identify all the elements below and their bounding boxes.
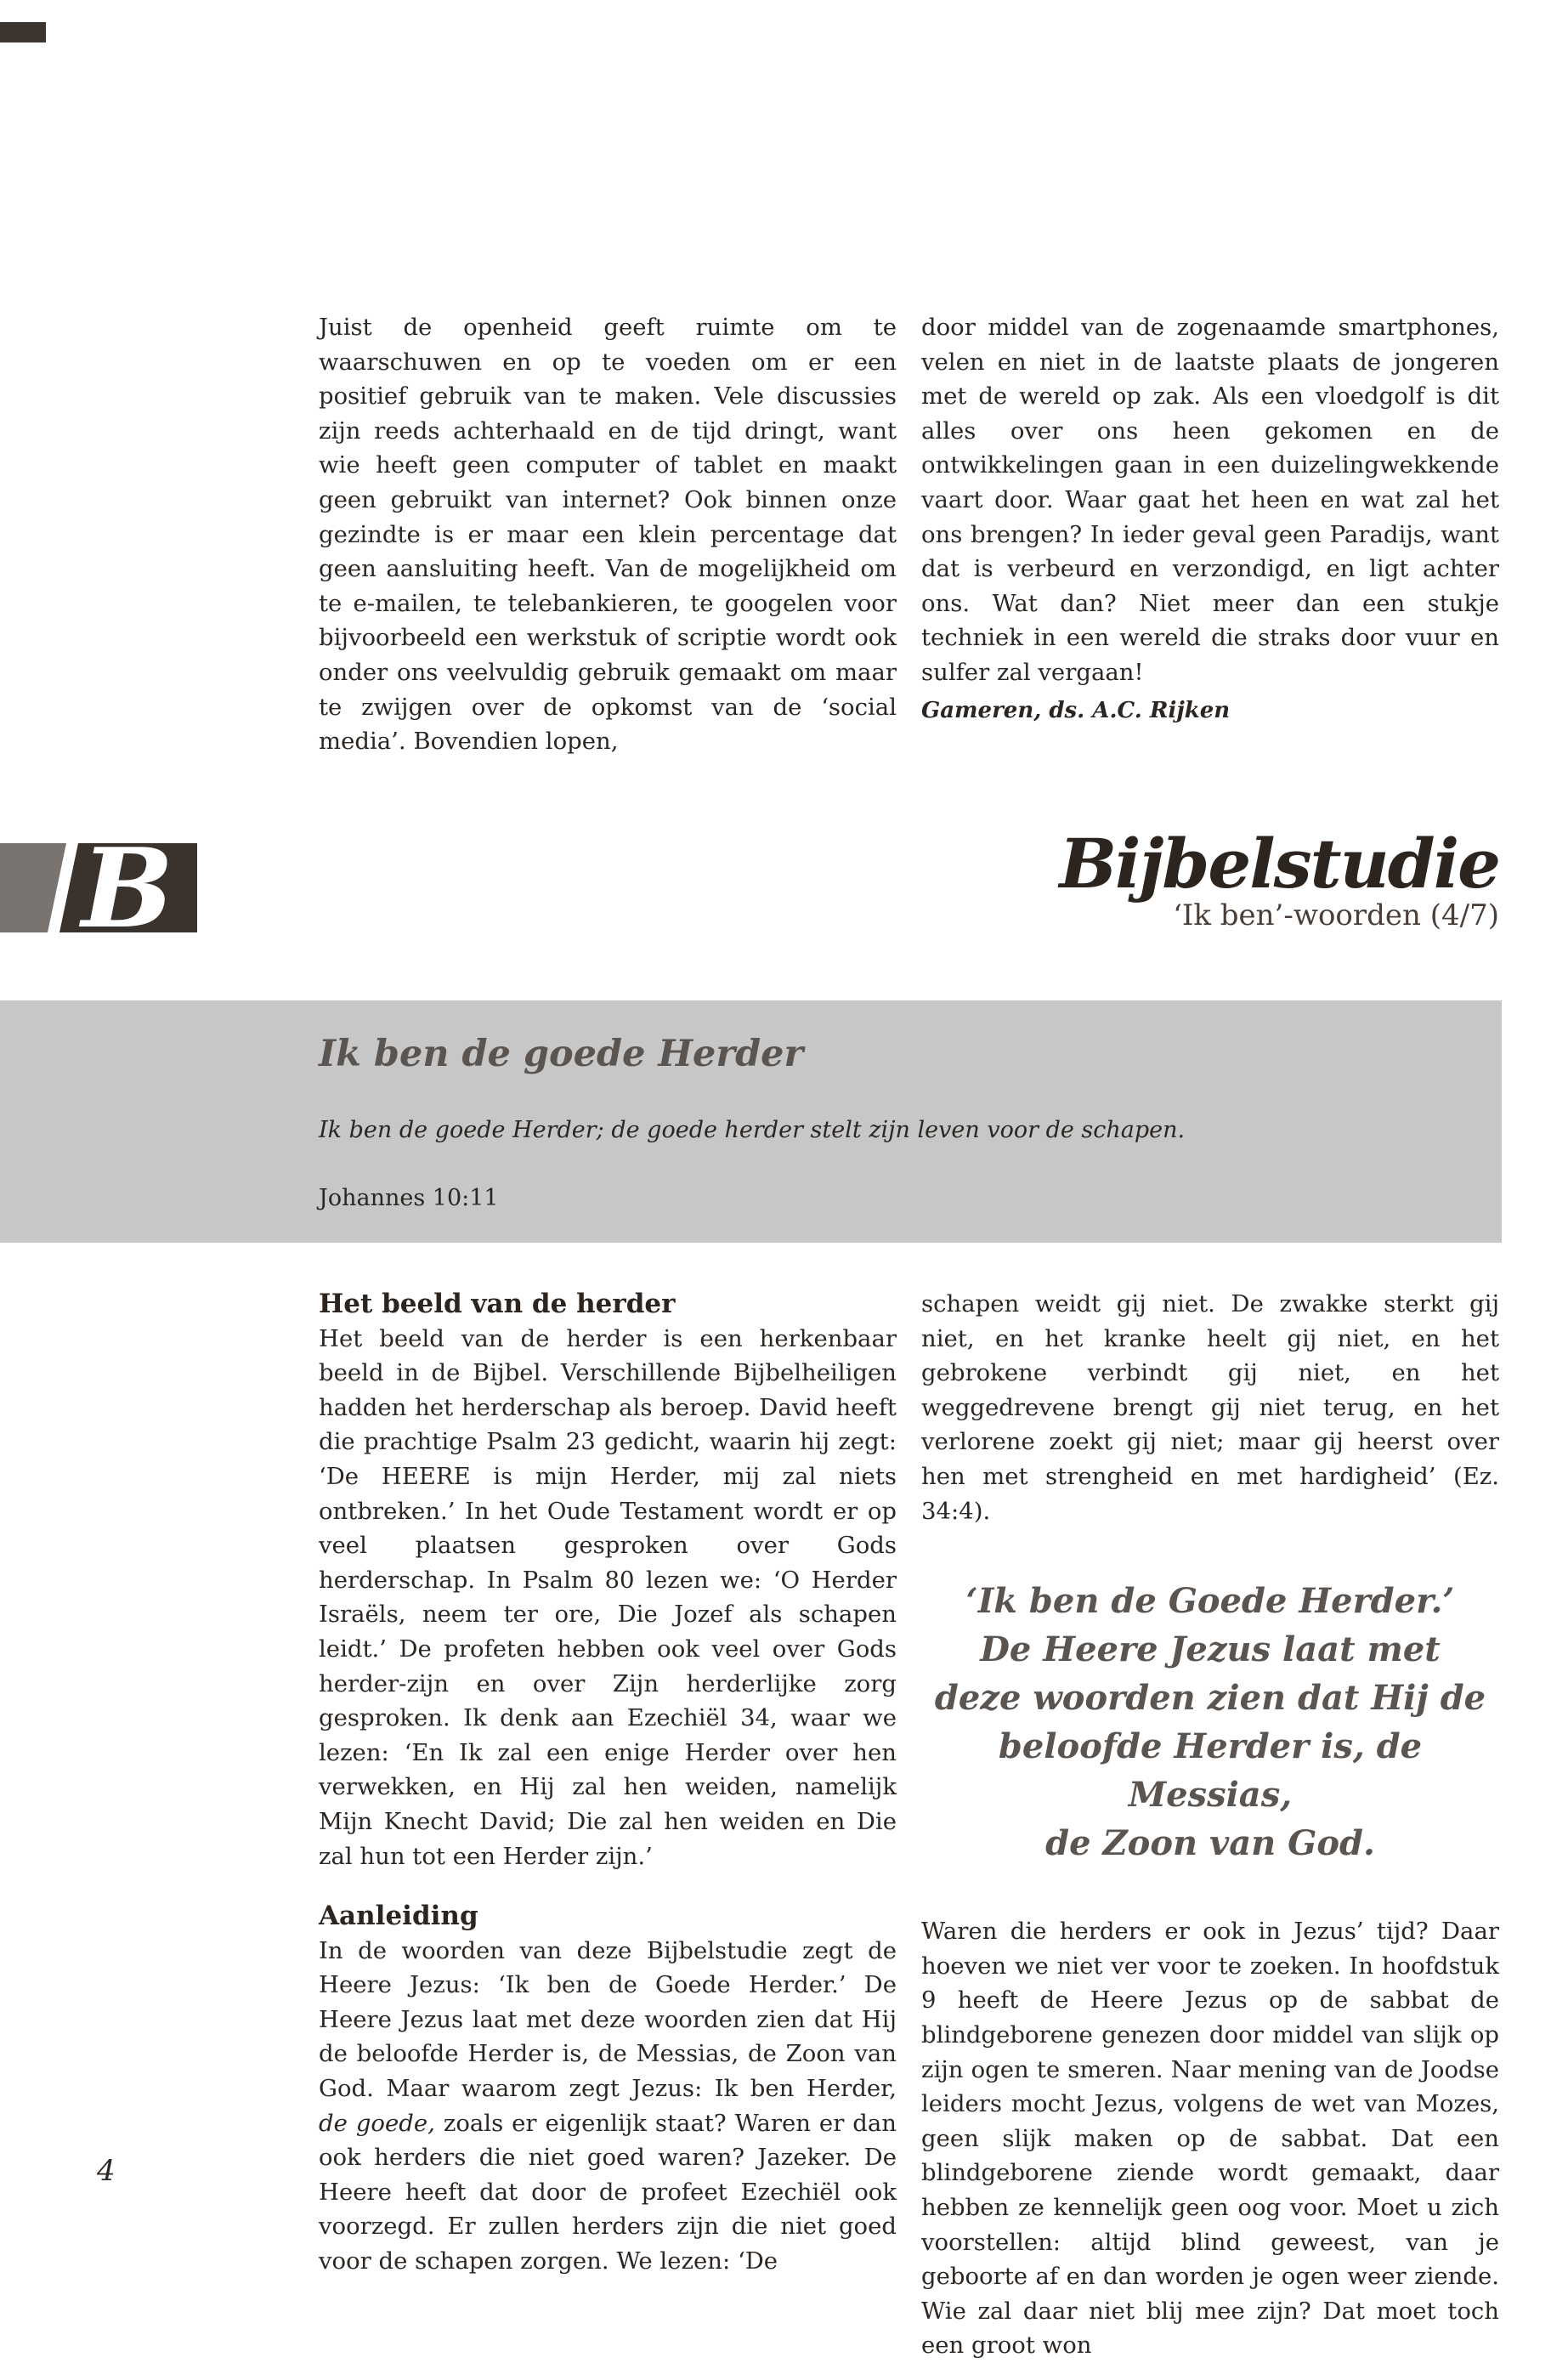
section-title: Bijbelstudie bbox=[1059, 824, 1499, 904]
logo-letter: B bbox=[81, 843, 174, 932]
pull-quote-line: ‘Ik ben de Goede Herder.’ bbox=[965, 1581, 1455, 1622]
paragraph-beeld-herder: Het beeld van de herder is een herkenbaar beeld in de Bijbel. Verschillende Bijbelheiligen hadden het herderschap als beroep. David heeft die prachtige Psalm 23 gedicht, waarin hij zegt: ‘De HEERE is mijn Herder, mij zal niets ontbreken.’ In het Oude Testament wordt er op veel plaatsen gesproken over Gods herderschap. In Psalm 80 lezen we: ‘O Herder Israëls, neem ter ore, Die Jozef als schapen leidt.’ De profeten hebben ook veel over Gods herder-zijn en over Zijn herderlijke zorg gesproken. Ik denk aan Ezechiël 34, waar we lezen: ‘En Ik zal een enige Herder over hen verwekken, en Hij zal hen weiden, namelijk Mijn Knecht David; Die zal hen weiden en Die zal hun tot een Herder zijn.’ bbox=[319, 1324, 897, 1870]
bible-reference: Johannes 10:11 bbox=[319, 1185, 499, 1211]
study-title: Ik ben de goede Herder bbox=[319, 1033, 804, 1075]
article-column-2 bbox=[921, 1287, 1499, 2363]
emphasis-de-goede: de goede, bbox=[319, 2109, 435, 2137]
paragraph-aanleiding-part-1: In de woorden van deze Bijbelstudie zegt de Heere Jezus: ‘Ik ben de Goede Herder.’ De Heere Jezus laat met deze woorden zien dat Hij de beloofde Herder is, de Messias, de Zoon van God. Maar waarom zegt Jezus: Ik ben Herder, bbox=[319, 1936, 897, 2103]
article-column-1 bbox=[319, 1287, 897, 2279]
bijbelstudie-logo bbox=[0, 843, 197, 932]
previous-article-column-1 bbox=[319, 310, 897, 759]
paragraph-ezechiel-quote: schapen weidt gij niet. De zwakke sterkt gij niet, en het kranke heelt gij niet, en het gebrokene verbindt gij niet, en het weggedrevene brengt gij niet terug, en het verlorene zoekt gij niet; maar gij heerst over hen met strengheid en met hardigheid’ (Ez. 34:4). bbox=[921, 1290, 1499, 1525]
heading-het-beeld-van-de-herder: Het beeld van de herder bbox=[319, 1289, 676, 1319]
previous-article-text-1: Juist de openheid geeft ruimte om te waarschuwen en op te voeden om er een positief gebruik van te maken. Vele discussies zijn reeds achterhaald en de tijd dringt, want wie heeft geen computer of tablet en maakt geen gebruikt van internet? Ook binnen onze gezindte is er maar een klein percentage dat geen aansluiting heeft. Van de mogelijkheid om te e-mailen, te telebankieren, te googelen voor bijvoorbeeld een werkstuk of scriptie wordt ook onder ons veelvuldig gebruik gemaakt om maar te zwijgen over de opkomst van de ‘social media’. Bovendien lopen, bbox=[319, 314, 897, 756]
bible-quote: Ik ben de goede Herder; de goede herder stelt zijn leven voor de schapen. bbox=[319, 1117, 1186, 1143]
previous-article-text-2: door middel van de zogenaamde smartphones, velen en niet in de laatste plaats de jongeren met de wereld op zak. Als een vloedgolf is dit alles over ons heen gekomen en de ontwikkelingen gaan in een duizelingwekkende vaart door. Waar gaat het heen en wat zal het ons brengen? In ieder geval geen Paradijs, want dat is verbeurd en verzondigd, en ligt achter ons. Wat dan? Niet meer dan een stukje techniek in een wereld die straks door vuur en sulfer zal vergaan! bbox=[921, 314, 1499, 686]
pull-quote-line: beloofde Herder is, de Messias, bbox=[998, 1726, 1423, 1816]
paragraph-aanleiding bbox=[319, 1934, 897, 2279]
pull-quote-line: deze woorden zien dat Hij de bbox=[934, 1678, 1486, 1719]
corner-mark bbox=[0, 22, 46, 42]
section-subtitle: ‘Ik ben’-woorden (4/7) bbox=[1173, 898, 1499, 932]
pull-quote-line: de Zoon van God. bbox=[1045, 1823, 1375, 1864]
heading-aanleiding: Aanleiding bbox=[319, 1901, 478, 1932]
previous-article-column-2 bbox=[921, 310, 1499, 728]
pull-quote-line: De Heere Jezus laat met bbox=[980, 1629, 1441, 1670]
author-signature: Gameren, ds. A.C. Rijken bbox=[921, 697, 1231, 723]
paragraph-aanleiding-part-2: zoals er eigenlijk staat? Waren er dan ook herders die niet goed waren? Jazeker. De Heere heeft dat door de profeet Ezechiël ook voorzegd. Er zullen herders zijn die niet goed voor de schapen zorgen. We lezen: ‘De bbox=[319, 2109, 897, 2275]
pull-quote bbox=[921, 1577, 1499, 1867]
page-number: 4 bbox=[97, 2154, 116, 2188]
paragraph-herders-in-jezus-tijd: Waren die herders er ook in Jezus’ tijd? Daar hoeven we niet ver voor te zoeken. In hoofdstuk 9 heeft de Heere Jezus op de sabbat de blindgeborene genezen door middel van slijk op zijn ogen te smeren. Naar mening van de Joodse leiders mocht Jezus, volgens de wet van Mozes, geen slijk maken op de sabbat. Dat een blindgeborene ziende wordt gemaakt, daar hebben ze kennelijk geen oog voor. Moet u zich voorstellen: altijd blind geweest, van je geboorte af en dan worden je ogen weer ziende. Wie zal daar niet blij mee zijn? Dat moet toch een groot won bbox=[921, 1918, 1499, 2360]
